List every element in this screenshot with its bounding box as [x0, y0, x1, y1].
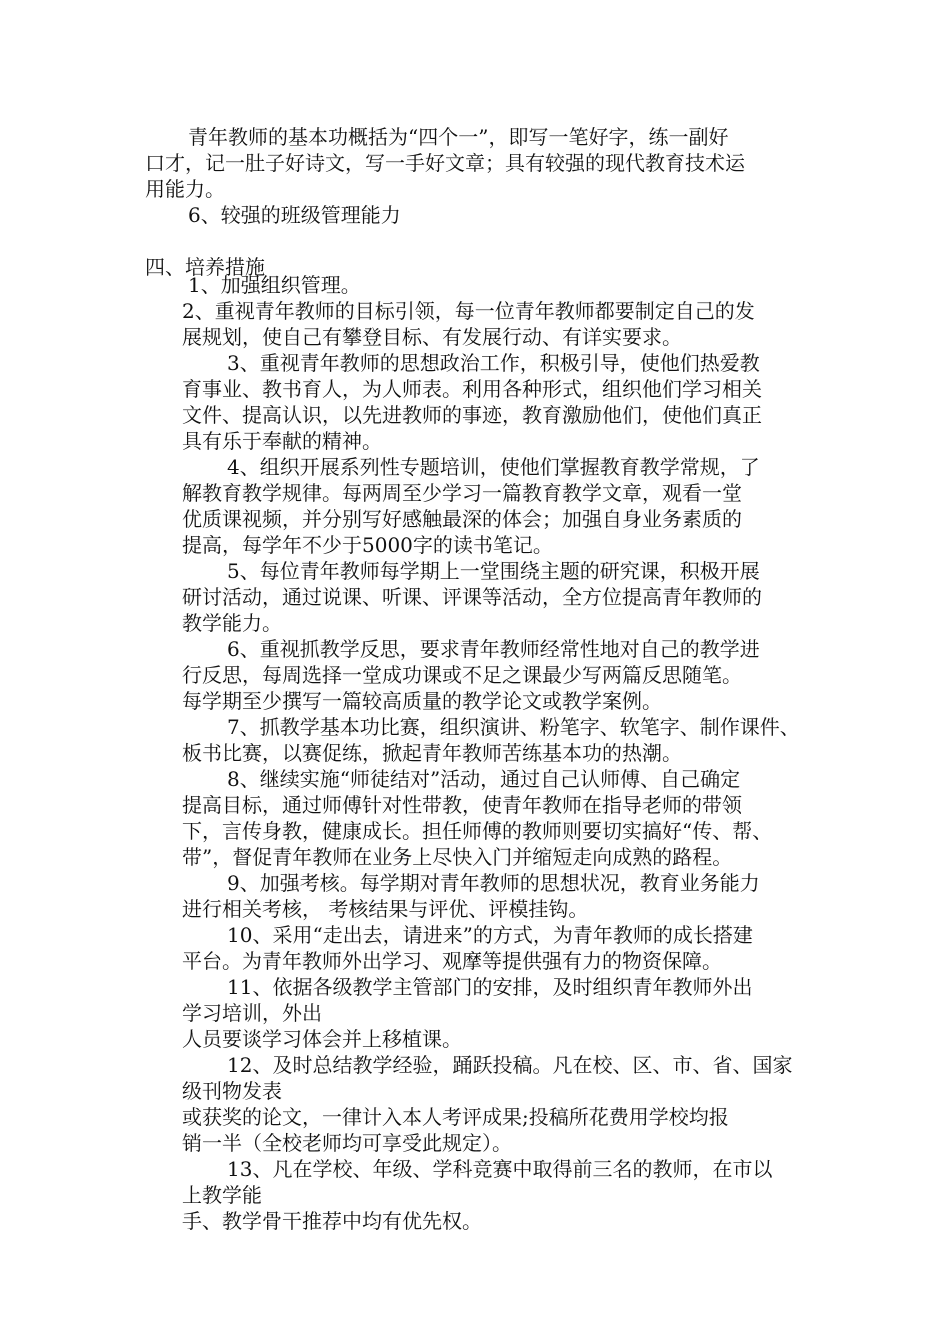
measure-12-line-3: 或获奖的论文，一律计入本人考评成果;投稿所花费用学校均报 [182, 1105, 729, 1129]
intro-line-1: 青年教师的基本功概括为“四个一”，即写一笔好字，练一副好 [188, 125, 729, 149]
measure-12-line-4: 销一半（全校老师均可享受此规定）。 [182, 1131, 512, 1155]
measure-8-line-4: 带”，督促青年教师在业务上尽快入门并缩短走向成熟的路程。 [182, 845, 733, 869]
measure-12-line-2: 级刊物发表 [182, 1079, 282, 1103]
measure-8-line-2: 提高目标，通过师傅针对性带教，使青年教师在指导老师的带领 [182, 793, 742, 817]
measure-6-line-3: 每学期至少撰写一篇较高质量的教学论文或教学案例。 [182, 689, 662, 713]
measure-8-line-3: 下，言传身教，健康成长。担任师傅的教师则要切实搞好“传、帮、 [182, 819, 773, 843]
class-management-item: 6、较强的班级管理能力 [188, 203, 401, 227]
measure-5-line-3: 教学能力。 [182, 611, 282, 635]
measure-13-line-2: 上教学能 [182, 1183, 262, 1207]
measure-3-line-2: 育事业、教书育人，为人师表。利用各种形式，组织他们学习相关 [182, 377, 762, 401]
measure-9-line-2: 进行相关考核， 考核结果与评优、评模挂钩。 [182, 897, 589, 921]
measure-8-line-1: 8、继续实施“师徒结对”活动，通过自己认师傅、自己确定 [227, 767, 741, 791]
measure-11-line-2: 学习培训，外出 [182, 1001, 322, 1025]
measure-11-line-3: 人员要谈学习体会并上移植课。 [182, 1027, 462, 1051]
measure-7-line-1: 7、抓教学基本功比赛，组织演讲、粉笔字、软笔字、制作课件、 [227, 715, 800, 739]
measure-10-line-1: 10、采用“走出去，请进来”的方式，为青年教师的成长搭建 [227, 923, 753, 947]
measure-11-line-1: 11、依据各级教学主管部门的安排，及时组织青年教师外出 [227, 975, 753, 999]
measure-13-line-1: 13、凡在学校、年级、学科竞赛中取得前三名的教师，在市以 [227, 1157, 773, 1181]
section-heading: 四、培养措施 [145, 255, 265, 279]
measure-3-line-4: 具有乐于奉献的精神。 [182, 429, 382, 453]
measure-3-line-1: 3、重视青年教师的思想政治工作，积极引导，使他们热爱教 [227, 351, 760, 375]
measure-2-line-1: 2、重视青年教师的目标引领，每一位青年教师都要制定自己的发 [182, 299, 755, 323]
measure-5-line-2: 研讨活动，通过说课、听课、评课等活动，全方位提高青年教师的 [182, 585, 762, 609]
measure-2-line-2: 展规划，使自己有攀登目标、有发展行动、有详实要求。 [182, 325, 682, 349]
intro-line-3: 用能力。 [145, 177, 225, 201]
measure-4-line-2: 解教育教学规律。每两周至少学习一篇教育教学文章，观看一堂 [182, 481, 742, 505]
measure-10-line-2: 平台。为青年教师外出学习、观摩等提供强有力的物资保障。 [182, 949, 722, 973]
measure-6-line-1: 6、重视抓教学反思，要求青年教师经常性地对自己的教学进 [227, 637, 760, 661]
measure-13-line-3: 手、教学骨干推荐中均有优先权。 [182, 1209, 482, 1233]
measure-12-line-1: 12、及时总结教学经验，踊跃投稿。凡在校、区、市、省、国家 [227, 1053, 793, 1077]
measure-9-line-1: 9、加强考核。每学期对青年教师的思想状况，教育业务能力 [227, 871, 760, 895]
measure-7-line-2: 板书比赛，以赛促练，掀起青年教师苦练基本功的热潮。 [182, 741, 682, 765]
measure-1: 1、加强组织管理。 [188, 273, 361, 297]
measure-5-line-1: 5、每位青年教师每学期上一堂围绕主题的研究课，积极开展 [227, 559, 760, 583]
measure-4-line-1: 4、组织开展系列性专题培训，使他们掌握教育教学常规，了 [227, 455, 760, 479]
measure-4-line-3: 优质课视频，并分别写好感触最深的体会；加强自身业务素质的 [182, 507, 742, 531]
intro-line-2: 口才，记一肚子好诗文，写一手好文章；具有较强的现代教育技术运 [145, 151, 745, 175]
measure-4-line-4: 提高，每学年不少于5000字的读书笔记。 [182, 533, 553, 557]
measure-6-line-2: 行反思，每周选择一堂成功课或不足之课最少写两篇反思随笔。 [182, 663, 742, 687]
measure-3-line-3: 文件、提高认识，以先进教师的事迹，教育激励他们，使他们真正 [182, 403, 762, 427]
